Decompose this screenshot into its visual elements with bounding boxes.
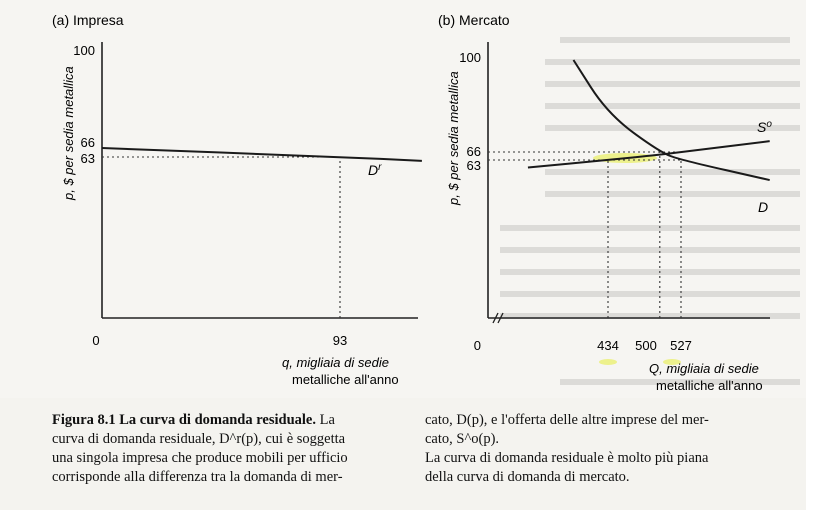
caption-right-line-4: della curva di domanda di mercato. [425,469,630,485]
caption-left-line-1-tail: La [315,412,335,428]
caption-right [425,411,805,487]
panel-a-x-axis-title-line2: metalliche all'anno [292,372,399,387]
panel-a-curve-label-sup: r [378,161,382,173]
panel-b-demand-curve [573,60,769,180]
caption-left [52,411,412,487]
panel-a-curve-label: $D^r$ [368,161,382,178]
panel-a-tick-93: 93 [332,333,348,348]
figure-title: Figura 8.1 La curva di domanda residuale. [52,412,316,428]
caption-right-line-2: cato, S^o(p). [425,431,500,447]
panel-b-tick-434: 434 [597,338,619,353]
caption-left-line-2: curva di domanda residuale, D^r(p), cui è soggetta [52,431,346,447]
panel-a-x-axis-title-text: q, migliaia di sedie [282,355,389,370]
panel-b-x-axis-title-text: Q, migliaia di sedie [649,361,759,376]
bleed-through-texture [500,40,800,382]
panel-b-y-axis-title: p, $ per sedia metallica [446,71,461,205]
panel-b-supply-curve [528,141,770,167]
panel-b-x-axis-title-line2: metalliche all'anno [656,378,763,393]
panel-a-residual-demand-curve [102,148,422,161]
panel-b-demand-label: D [758,199,769,215]
panel-a-tick-100: 100 [73,43,95,58]
caption-left-line-1 [52,411,412,430]
panel-a-tick-66: 66 [80,135,95,150]
panel-a-x-axis-title-line1 [282,355,389,370]
panel-b-tick-63: 63 [466,158,481,173]
panel-b-tick-527: 527 [670,338,692,353]
panel-b-supply-label: $S^o$ [757,118,772,135]
panel-a-tick-63: 63 [80,151,95,166]
series-layer [102,60,770,180]
panel-b-tick-100: 100 [459,50,481,65]
panel-b-supply-label-sup: o [766,118,772,130]
highlighter-marks [593,153,681,365]
caption-right-line-1: cato, D(p), e l'offerta delle altre imprese del mer- [425,412,709,428]
caption-left-line-4: corrisponde alla differenza tra la domanda di mer- [52,469,343,485]
panel-a-axes [102,42,418,318]
panel-a-title: (a) Impresa [52,12,124,28]
caption-right-line-3: La curva di domanda residuale è molto più piana [425,450,709,466]
caption-left-line-3: una singola impresa che produce mobili per ufficio [52,450,348,466]
panel-a-origin: 0 [92,333,100,348]
panel-b-x-axis-title-line1 [649,361,759,376]
panel-b-origin: 0 [473,338,481,353]
panel-b-tick-66: 66 [466,144,481,159]
panel-b-tick-500: 500 [635,338,657,353]
panel-a-y-axis-title: p, $ per sedia metallica [61,66,76,200]
panel-b-title: (b) Mercato [438,12,510,28]
